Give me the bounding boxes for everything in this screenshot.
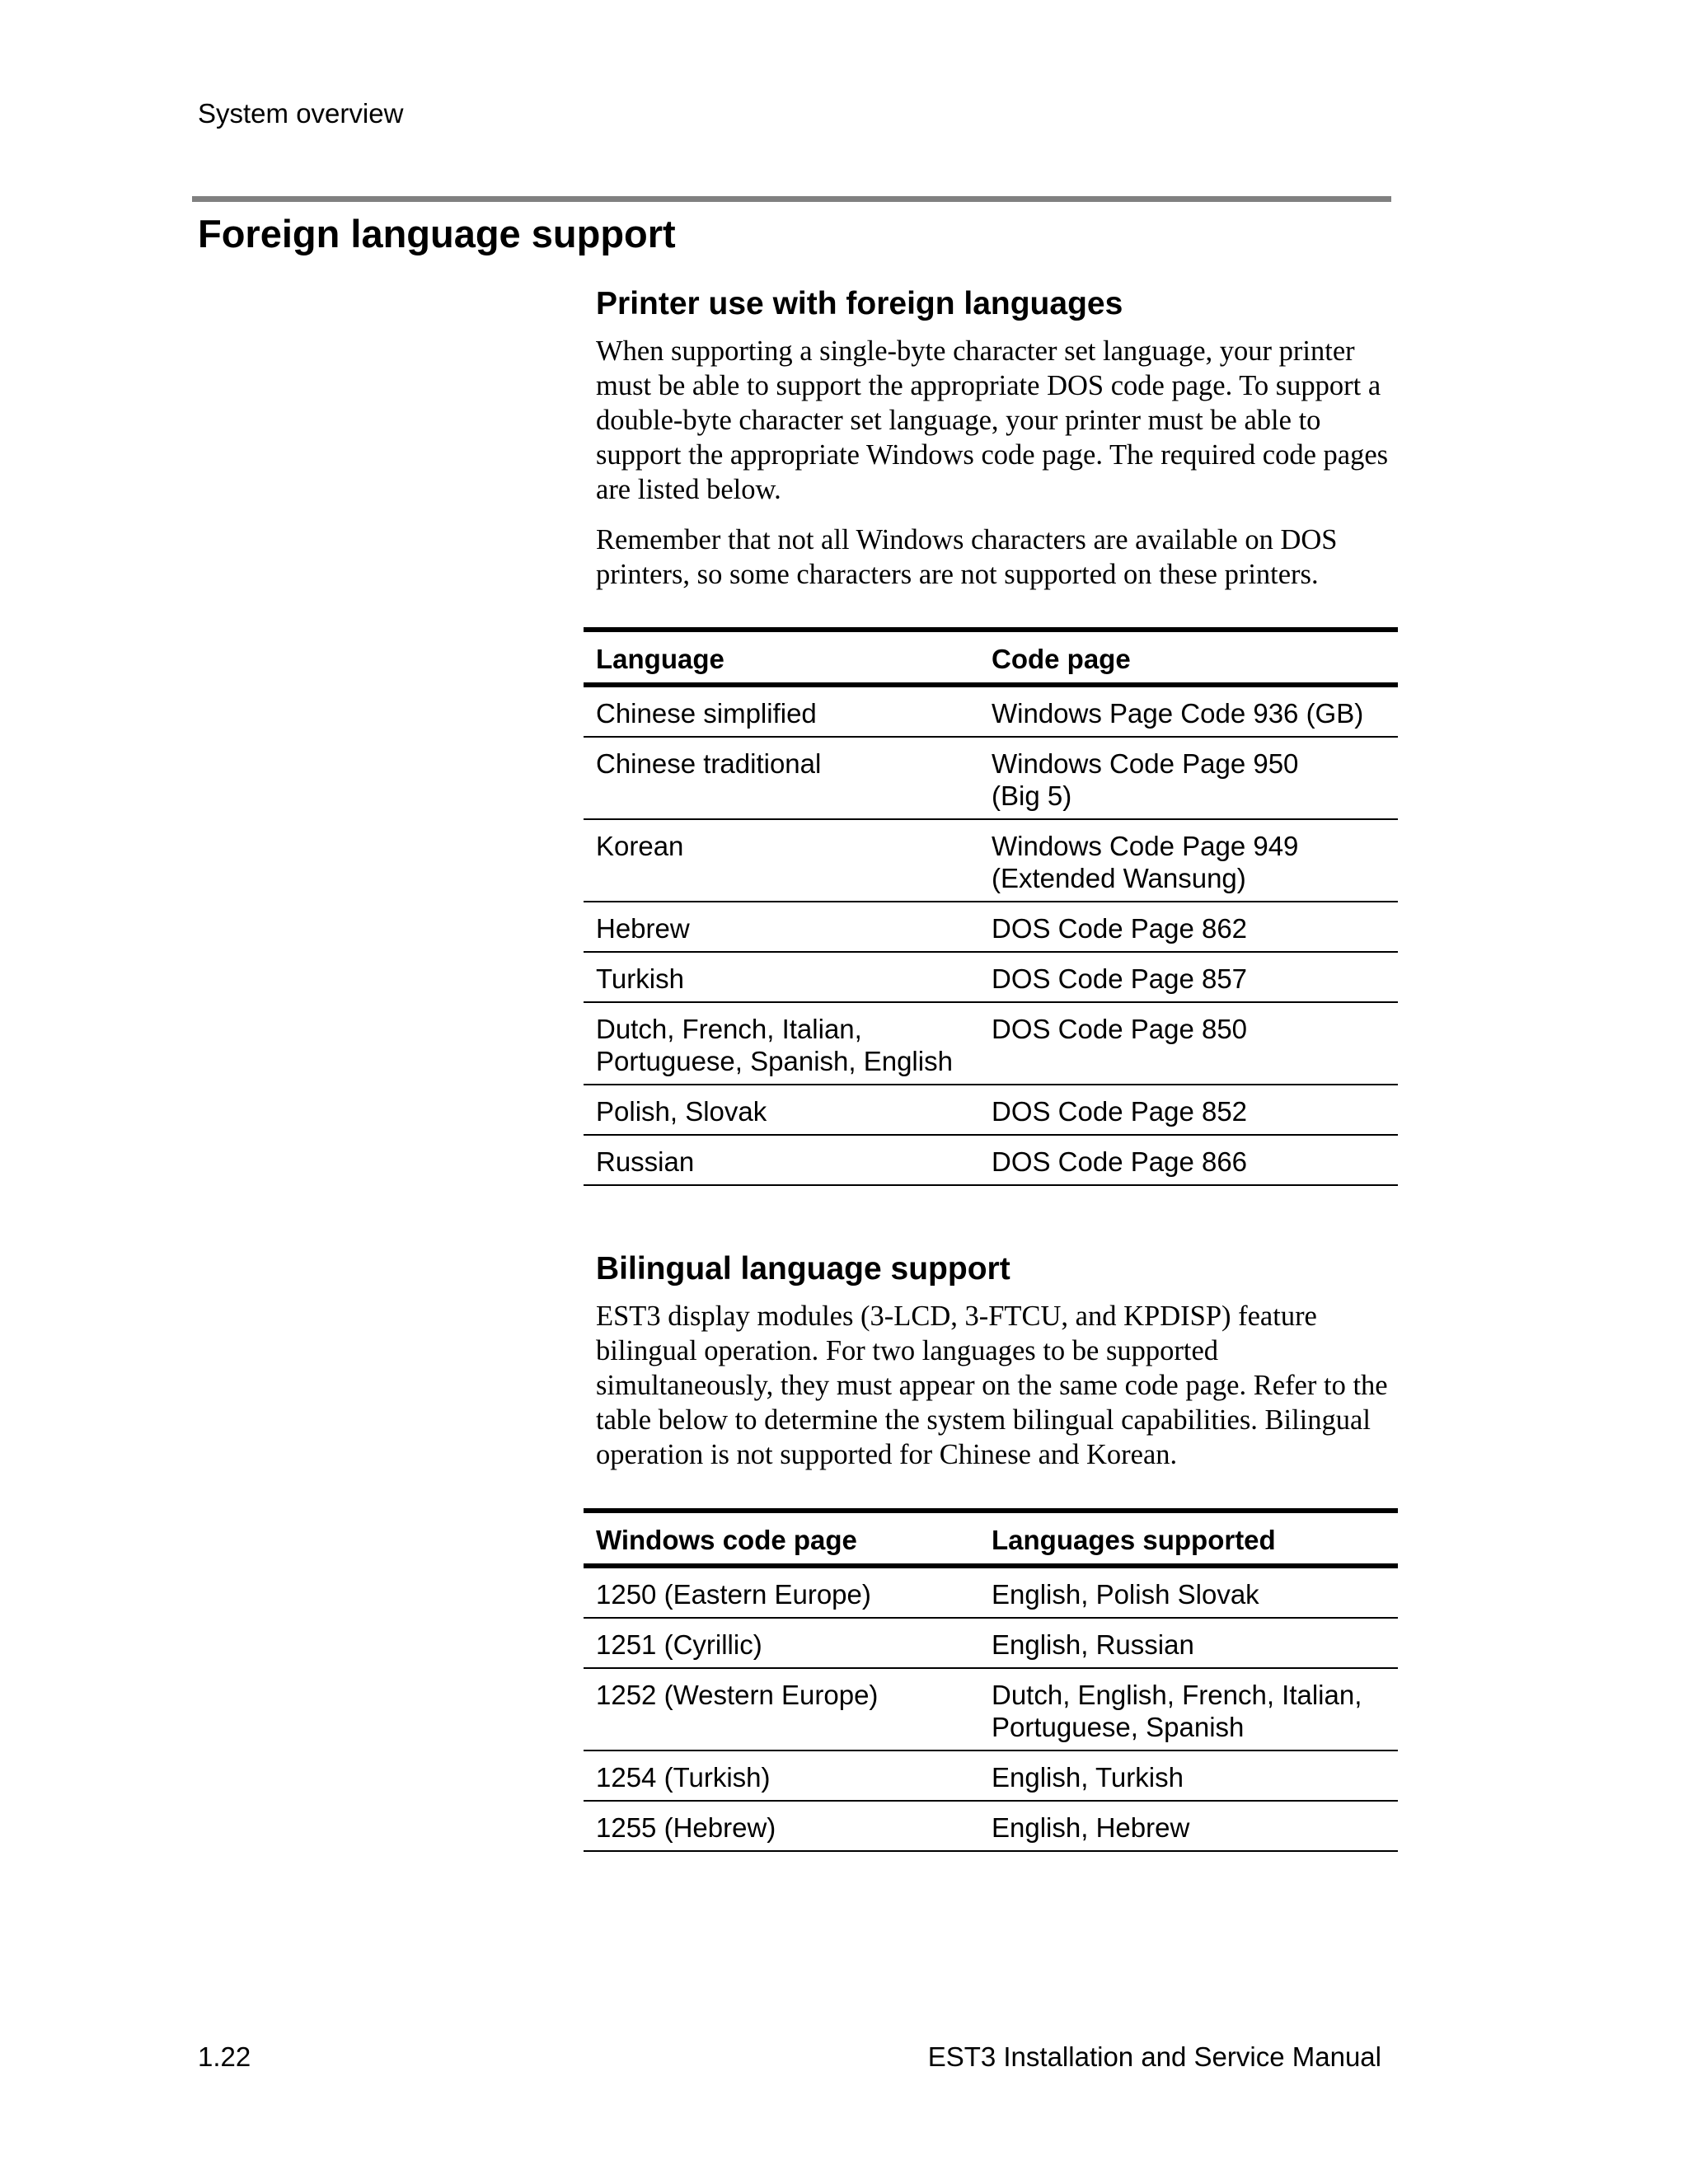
bilingual-section — [584, 1249, 1398, 1472]
table-cell: Russian — [584, 1135, 979, 1185]
column-header-code-page: Code page — [979, 630, 1398, 685]
table-cell: DOS Code Page 862 — [979, 902, 1398, 952]
table-row — [584, 1002, 1398, 1085]
table-row — [584, 819, 1398, 902]
table-cell: 1250 (Eastern Europe) — [584, 1566, 979, 1618]
table-row — [584, 1618, 1398, 1668]
table-header-row — [584, 630, 1398, 685]
running-header: System overview — [198, 98, 404, 129]
table-cell: DOS Code Page 866 — [979, 1135, 1398, 1185]
table-row — [584, 1801, 1398, 1851]
printer-section — [584, 284, 1398, 592]
table-cell: English, Polish Slovak — [979, 1566, 1398, 1618]
table-cell: DOS Code Page 857 — [979, 952, 1398, 1002]
table-row — [584, 952, 1398, 1002]
table-cell: Polish, Slovak — [584, 1085, 979, 1135]
printer-paragraph: When supporting a single-byte character set language, your printer must be able to support the appropriate DOS code page. To support a double-byte character set language, your printer must be able to support the appropriate Windows code page. The required code pages are listed below. — [596, 335, 1389, 505]
table-row — [584, 1135, 1398, 1185]
table-cell: 1252 (Western Europe) — [584, 1668, 979, 1750]
printer-heading: Printer use with foreign languages — [596, 286, 1123, 321]
column-header-languages-supported: Languages supported — [979, 1511, 1398, 1566]
bilingual-paragraph: EST3 display modules (3-LCD, 3-FTCU, and KPDISP) feature bilingual operation. For two languages to be supported simultaneously, they must appear on the same code page. Refer to the table below to determine the system bilingual capabilities. Bilingual operation is not supported for Chinese and Korean. — [596, 1301, 1388, 1470]
section-title: Foreign language support — [198, 212, 676, 255]
table-row — [584, 1566, 1398, 1618]
table-cell: English, Russian — [979, 1618, 1398, 1668]
bilingual-table — [584, 1508, 1398, 1852]
table-cell: Hebrew — [584, 902, 979, 952]
table-cell: Windows Code Page 950 (Big 5) — [979, 737, 1398, 819]
printer-paragraph: Remember that not all Windows characters are available on DOS printers, so some characters are not supported on these printers. — [596, 524, 1338, 590]
table-row — [584, 1085, 1398, 1135]
column-header-language: Language — [584, 630, 979, 685]
table-cell: Chinese simplified — [584, 685, 979, 737]
table-cell: 1251 (Cyrillic) — [584, 1618, 979, 1668]
table-cell: Chinese traditional — [584, 737, 979, 819]
section-divider — [192, 196, 1391, 202]
manual-title: EST3 Installation and Service Manual — [927, 2041, 1381, 2072]
page-number: 1.22 — [198, 2041, 251, 2072]
table-cell: English, Turkish — [979, 1750, 1398, 1801]
code-page-table — [584, 627, 1398, 1186]
table-cell: Windows Page Code 936 (GB) — [979, 685, 1398, 737]
table-row — [584, 737, 1398, 819]
table-row — [584, 902, 1398, 952]
table-cell: Turkish — [584, 952, 979, 1002]
table-cell: Dutch, English, French, Italian, Portuguese, Spanish — [979, 1668, 1398, 1750]
bilingual-heading: Bilingual language support — [596, 1251, 1010, 1286]
table-cell: Korean — [584, 819, 979, 902]
table-header-row — [584, 1511, 1398, 1566]
main-content — [584, 284, 1398, 1852]
table-cell: Windows Code Page 949 (Extended Wansung) — [979, 819, 1398, 902]
table-row — [584, 1668, 1398, 1750]
bilingual-table-body — [584, 1566, 1398, 1851]
table-cell: Dutch, French, Italian, Portuguese, Spanish, English — [584, 1002, 979, 1085]
table-row — [584, 1750, 1398, 1801]
table-cell: 1254 (Turkish) — [584, 1750, 979, 1801]
code-page-table-body — [584, 685, 1398, 1185]
table-cell: DOS Code Page 850 — [979, 1002, 1398, 1085]
table-row — [584, 685, 1398, 737]
table-cell: DOS Code Page 852 — [979, 1085, 1398, 1135]
column-header-windows-code-page: Windows code page — [584, 1511, 979, 1566]
table-cell: 1255 (Hebrew) — [584, 1801, 979, 1851]
table-cell: English, Hebrew — [979, 1801, 1398, 1851]
